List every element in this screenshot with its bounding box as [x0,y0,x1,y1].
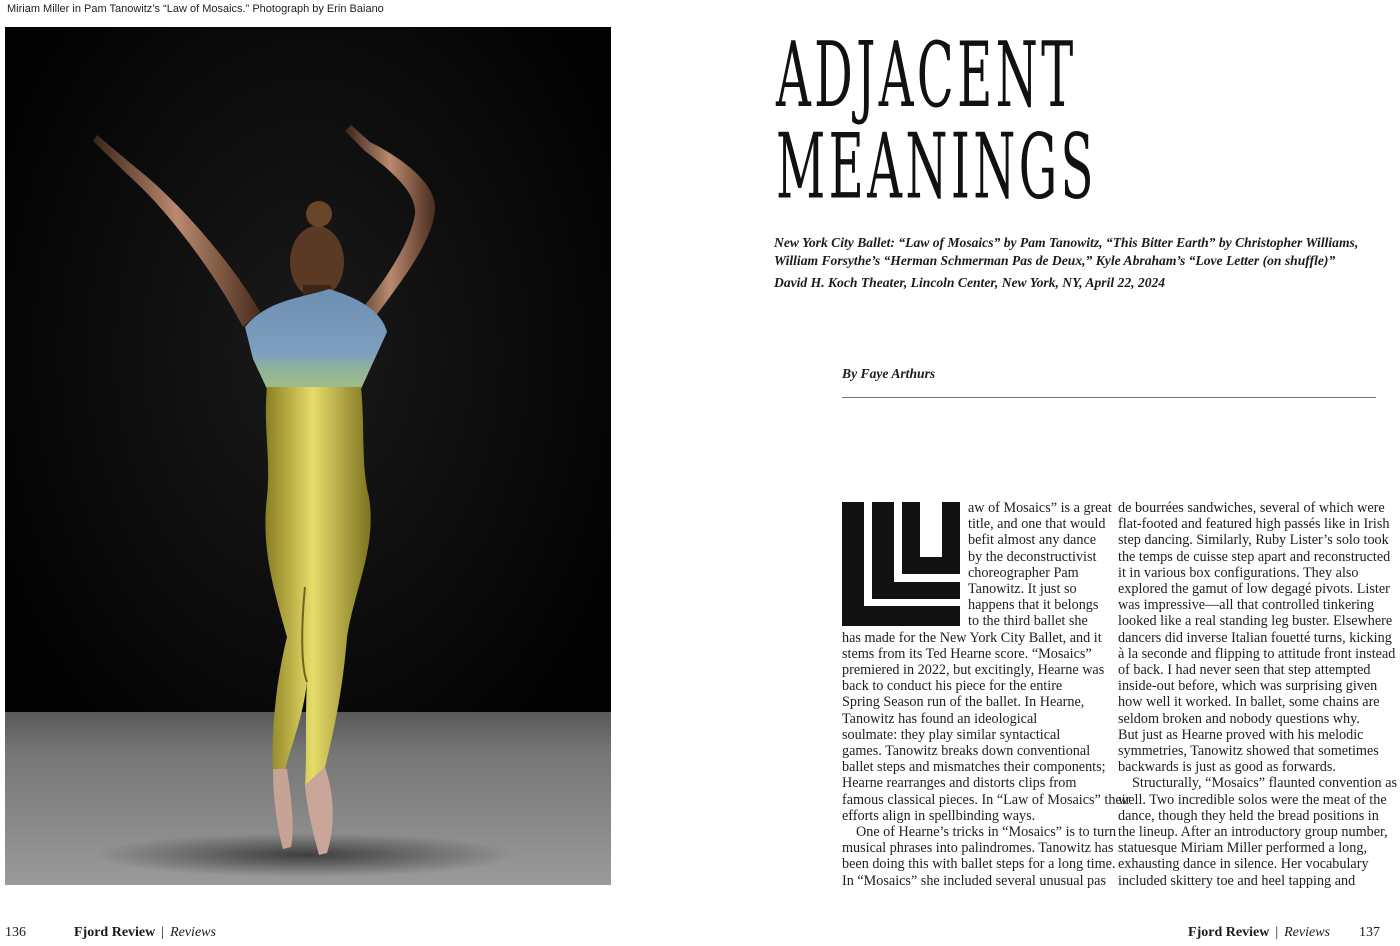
text-line: the lineup. After an introductory group number, [1118,824,1388,841]
text-line: statuesque Miriam Miller performed a long, [1118,840,1368,857]
text-line: back to conduct his piece for the entire [842,678,1063,695]
body-column-right [1118,500,1398,889]
text-line: Hearne rearranges and distorts clips from [842,775,1077,792]
text-line: Spring Season run of the ballet. In Hearne, [842,694,1085,711]
text-line: efforts align in spellbinding ways. [842,807,1036,824]
photo-caption: Miriam Miller in Pam Tanowitz’s “Law of Mosaics.” Photograph by Erin Baiano [7,3,384,15]
text-line: been doing this with ballet steps for a long time. [842,856,1116,873]
text-line: de bourrées sandwiches, several of which were [1118,500,1385,516]
text-line: happens that it belongs [968,597,1099,614]
text-line: explored the gamut of low degagé pivots. Lister [1118,581,1390,598]
footer-separator: | [161,925,165,940]
text-line: has made for the New York City Ballet, and it [842,629,1102,646]
text-line: befit almost any dance [968,532,1097,549]
headline-line-2: MEANINGS [776,115,1097,220]
text-line: step dancing. Similarly, Ruby Lister’s solo took [1118,532,1389,549]
text-line: by the deconstructivist [968,548,1097,565]
text-line: premiered in 2022, but excitingly, Hearne was [842,662,1105,679]
text-line: to the third ballet she [968,613,1088,630]
text-line: well. Two incredible solos were the meat of the [1118,791,1387,808]
text-line: dancers did inverse Italian fouetté turns, kicking [1118,629,1392,646]
text-line: aw of Mosaics” is a great [968,500,1112,516]
body-column-left [842,500,1131,889]
text-line: seldom broken and nobody questions why. [1118,710,1360,727]
text-line: backwards is just as good as forwards. [1118,759,1336,776]
text-line: choreographer Pam [968,564,1079,581]
text-line: In “Mosaics” she included several unusual pas [842,872,1106,889]
text-line: Structurally, “Mosaics” flaunted convention as [1132,775,1398,792]
magazine-name: Fjord Review [1188,925,1270,940]
section-name: Reviews [1284,925,1330,940]
text-line: the temps de cuisse step apart and reconstructed [1118,548,1391,565]
text-line: was impressive—all that controlled tinkering [1118,597,1375,614]
running-footer-left [74,925,216,941]
article-deck: New York City Ballet: “Law of Mosaics” by Pam Tanowitz, “This Bitter Earth” by Christopher Williams, William Forsythe’s “Herman Schmerman Pas de Deux,” Kyle Abraham’s “Love Letter (on shuffle)” [774,235,1359,268]
text-line: symmetries, Tanowitz showed that sometimes [1118,743,1379,760]
text-line: games. Tanowitz breaks down conventional [842,743,1091,760]
article-venue: David H. Koch Theater, Lincoln Center, New York, NY, April 22, 2024 [774,275,1166,290]
text-line: exhausting dance in silence. Her vocabulary [1118,856,1369,873]
text-line: ballet steps and mismatches their components; [842,759,1106,776]
magazine-name: Fjord Review [74,925,156,940]
text-line: But just as Hearne proved with his melodic [1118,726,1364,743]
text-line: à la seconde and flipping to attitude front instead [1118,645,1396,662]
running-footer-right [1188,925,1330,941]
dancer-photo [5,27,611,885]
text-line: One of Hearne’s tricks in “Mosaics” is to turn [856,824,1117,841]
text-line: Tanowitz has found an ideological [842,710,1038,727]
text-line: how well it worked. In ballet, some chains are [1118,694,1380,711]
text-line: Tanowitz. It just so [968,581,1077,598]
byline: By Faye Arthurs [842,366,936,381]
text-line: stems from its Ted Hearne score. “Mosaics” [842,645,1092,662]
text-line: soulmate: they play similar syntactical [842,726,1061,743]
page-number-right: 137 [1359,925,1380,940]
text-line: dance, though they held the bread positions in [1118,807,1379,824]
text-line: famous classical pieces. In “Law of Mosaics” their [842,791,1131,808]
text-line: of back. I had never seen that step attempted [1118,662,1371,679]
text-line: title, and one that would [968,516,1106,533]
text-line: included skittery toe and heel tapping and [1118,872,1356,889]
text-line: inside-out before, which was surprising given [1118,678,1378,695]
page-number-left: 136 [5,925,26,940]
text-line: musical phrases into palindromes. Tanowitz has [842,840,1114,857]
headline-line-1: ADJACENT [776,23,1077,128]
section-name: Reviews [170,925,216,940]
text-line: flat-footed and featured high passés like in Irish [1118,516,1390,533]
text-line: it in various box configurations. They also [1118,564,1359,581]
byline-rule [842,397,1376,398]
footer-separator: | [1275,925,1279,940]
text-line: looked like a real standing leg buster. Elsewhere [1118,613,1393,630]
article-headline [776,23,1097,220]
